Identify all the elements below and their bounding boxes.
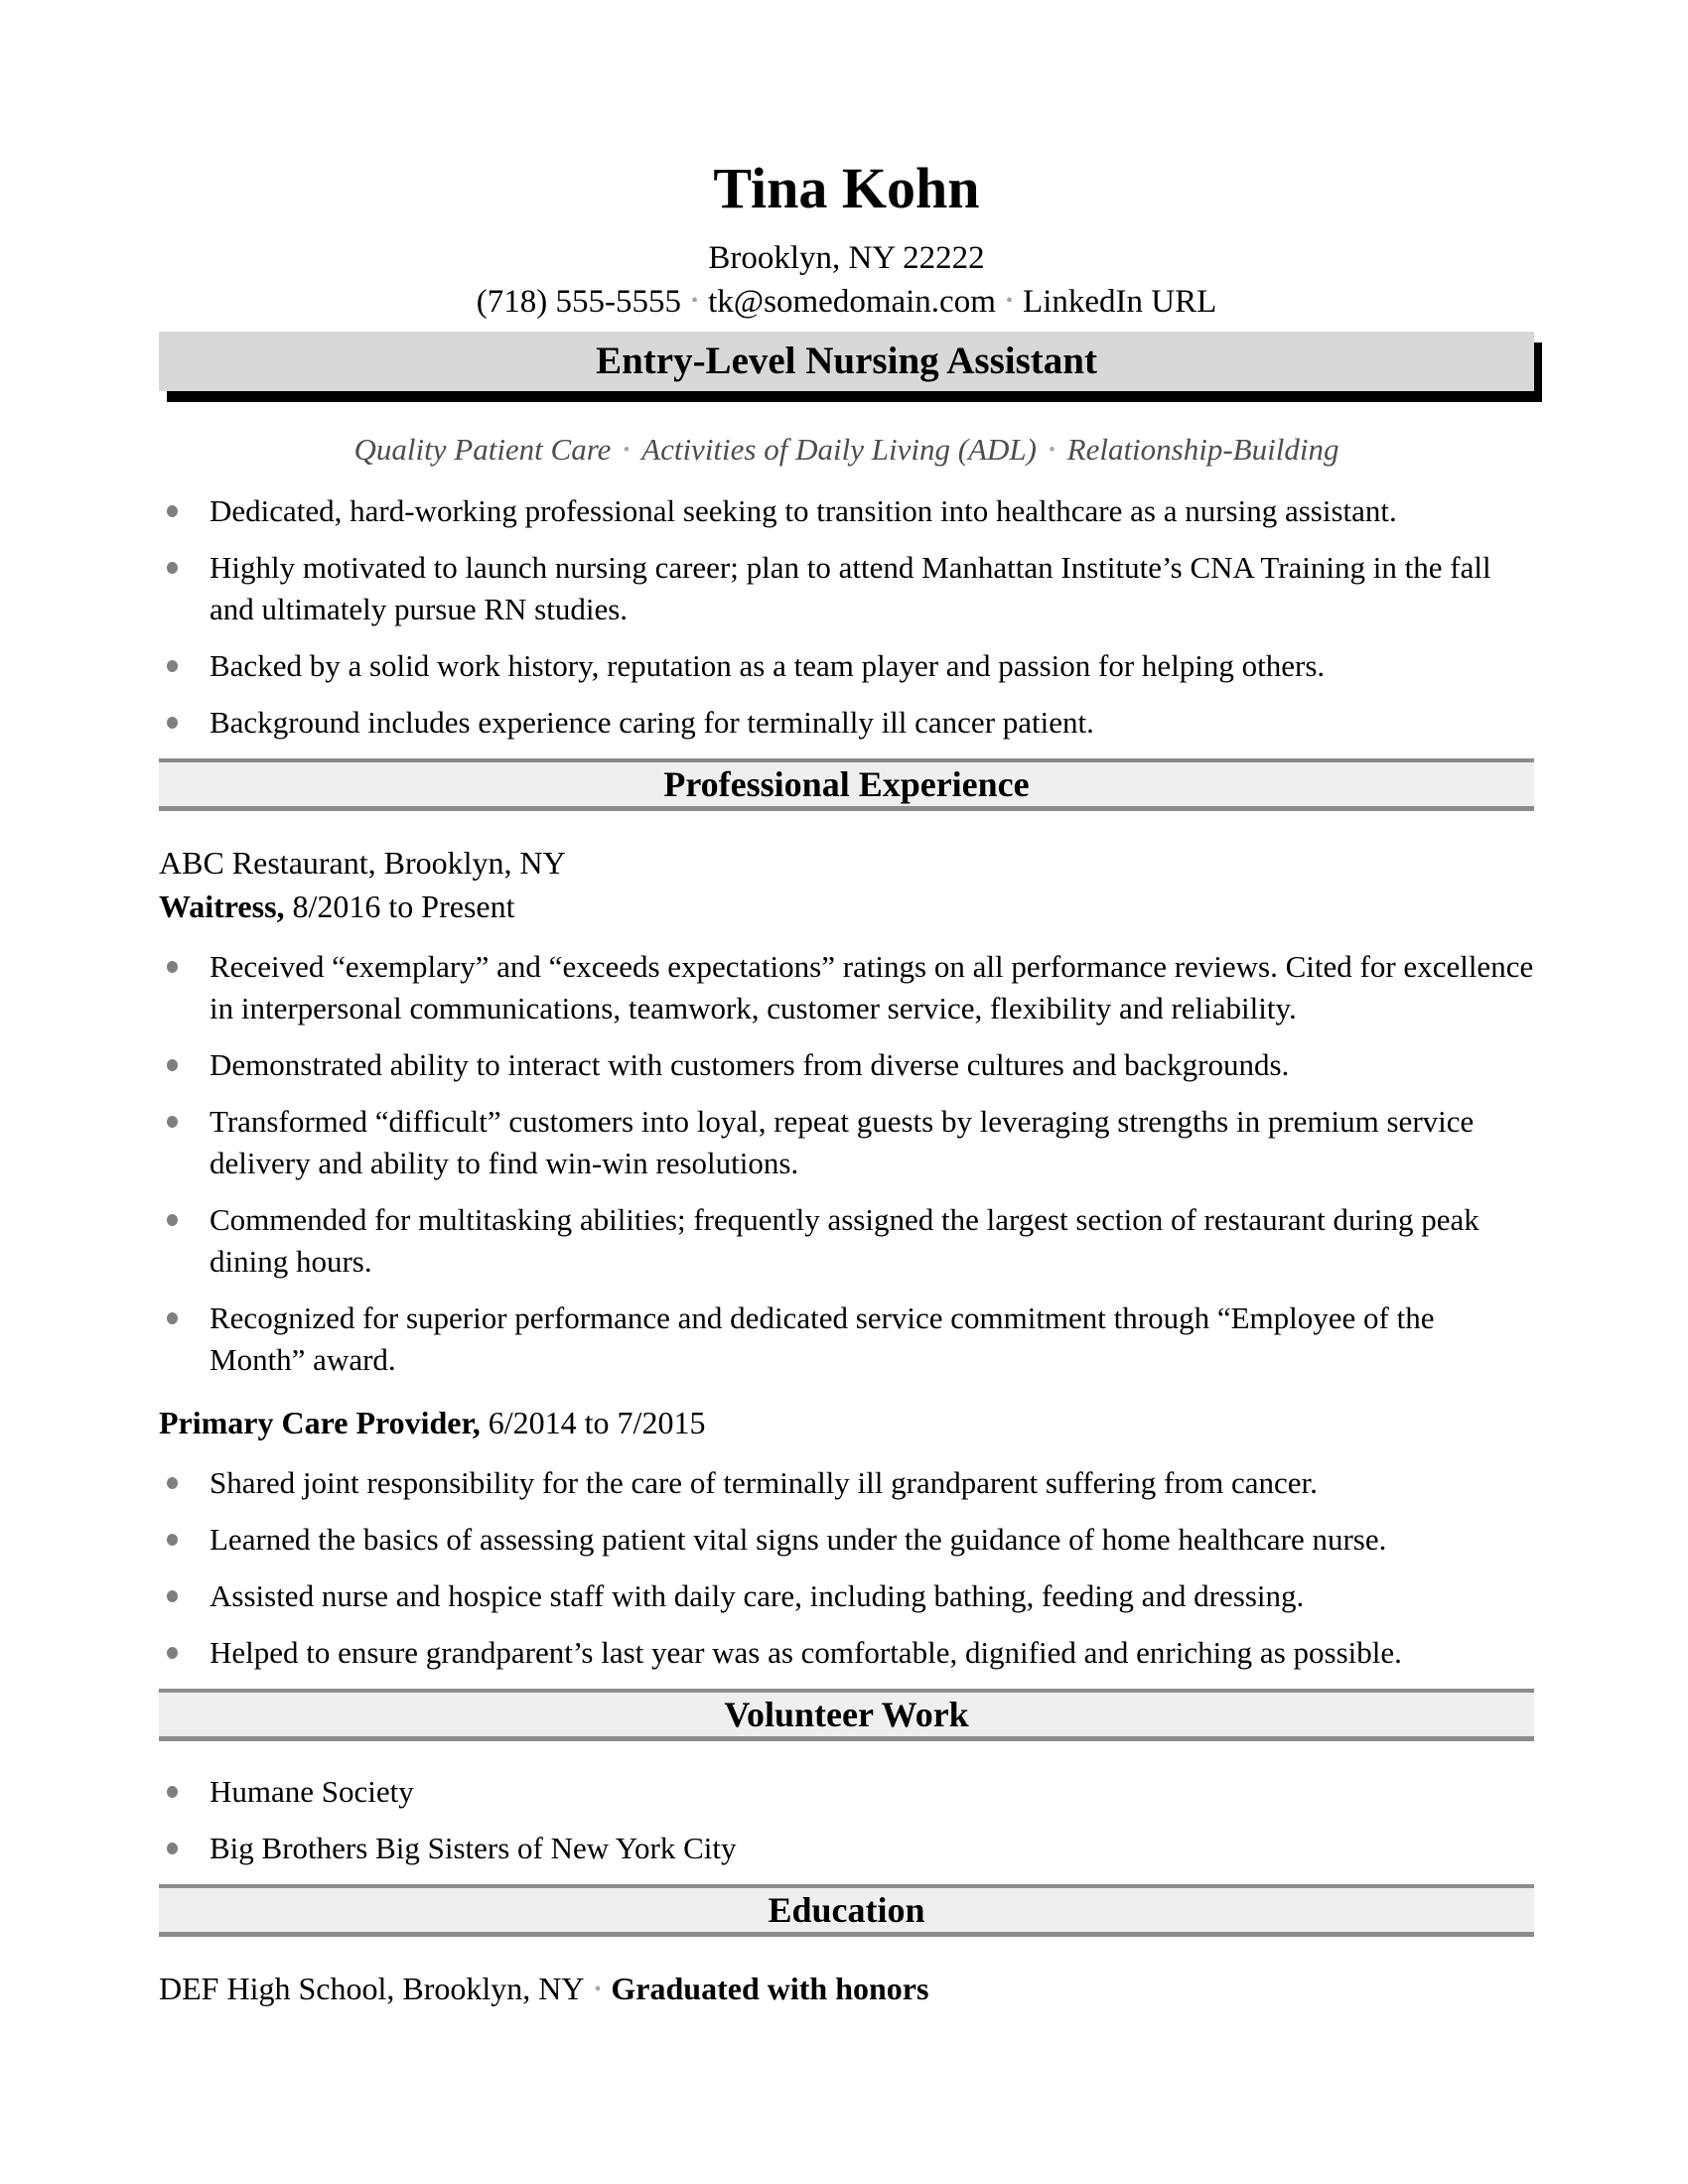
linkedin-link[interactable]: LinkedIn URL	[1023, 284, 1217, 320]
phone-number: (718) 555-5555	[476, 284, 681, 320]
separator-dot-icon: •	[594, 1979, 602, 2000]
summary-bullet: Backed by a solid work history, reputation as a team player and passion for helping others.	[210, 645, 1534, 687]
location-text: Brooklyn, NY 22222	[708, 240, 985, 276]
company-name: ABC Restaurant, Brooklyn, NY	[159, 845, 566, 881]
summary-bullet: Background includes experience caring for terminally ill cancer patient.	[210, 702, 1534, 744]
volunteer-list	[159, 1771, 1534, 1869]
job-bullet: Demonstrated ability to interact with customers from diverse cultures and backgrounds.	[210, 1044, 1534, 1086]
job-title: Entry-Level Nursing Assistant	[596, 340, 1097, 382]
section-heading-education	[159, 1884, 1534, 1937]
separator-dot-icon: •	[690, 290, 699, 312]
email-link[interactable]: tk@somedomain.com	[708, 284, 996, 320]
role-title: Waitress,	[159, 888, 285, 924]
job-title-banner	[159, 332, 1534, 391]
location-line	[159, 236, 1534, 280]
education-line	[159, 1967, 1534, 2015]
separator-dot-icon: •	[1005, 290, 1014, 312]
section-heading-volunteer	[159, 1689, 1534, 1741]
job-bullet-list	[159, 946, 1534, 1381]
education-honors: Graduated with honors	[611, 1971, 929, 2006]
section-heading-experience	[159, 758, 1534, 811]
skills-tagline	[159, 428, 1534, 477]
job-bullet: Shared joint responsibility for the care of terminally ill grandparent suffering from cancer.	[210, 1462, 1534, 1504]
section-title: Volunteer Work	[724, 1695, 969, 1734]
section-title: Professional Experience	[663, 764, 1030, 804]
tagline-item: Quality Patient Care	[353, 432, 612, 467]
job-bullet: Learned the basics of assessing patient vital signs under the guidance of home healthcare nurse.	[210, 1519, 1534, 1561]
summary-list	[159, 490, 1534, 744]
school-name: DEF High School, Brooklyn, NY	[159, 1971, 585, 2006]
separator-dot-icon: •	[623, 440, 631, 461]
role-dates: 8/2016 to Present	[292, 888, 515, 924]
separator-dot-icon: •	[1048, 440, 1055, 461]
job-bullet: Recognized for superior performance and dedicated service commitment through “Employee of the Month” award.	[210, 1297, 1534, 1381]
job-bullet: Transformed “difficult” customers into loyal, repeat guests by leveraging strengths in premium service delivery and ability to find win-win resolutions.	[210, 1101, 1534, 1184]
role-line	[159, 885, 1534, 928]
job-bullet: Helped to ensure grandparent’s last year was as comfortable, dignified and enriching as possible.	[210, 1632, 1534, 1674]
job-bullet: Received “exemplary” and “exceeds expectations” ratings on all performance reviews. Cited for excellence in interpersonal communications, teamwork, customer service, flexibility and reliability.	[210, 946, 1534, 1029]
role-title: Primary Care Provider,	[159, 1405, 481, 1440]
volunteer-bullet: Big Brothers Big Sisters of New York City	[210, 1828, 1534, 1869]
job-bullet: Assisted nurse and hospice staff with daily care, including bathing, feeding and dressing.	[210, 1575, 1534, 1617]
contact-line	[159, 280, 1534, 328]
company-line	[159, 841, 1534, 885]
role-line	[159, 1401, 1534, 1444]
job-bullet: Commended for multitasking abilities; frequently assigned the largest section of restaurant during peak dining hours.	[210, 1199, 1534, 1283]
summary-bullet: Highly motivated to launch nursing career; plan to attend Manhattan Institute’s CNA Training in the fall and ultimately pursue RN studies.	[210, 547, 1534, 630]
resume-header	[159, 157, 1534, 328]
section-title: Education	[768, 1890, 925, 1930]
summary-bullet: Dedicated, hard-working professional seeking to transition into healthcare as a nursing assistant.	[210, 490, 1534, 532]
candidate-name: Tina Kohn	[713, 156, 980, 220]
job-bullet-list	[159, 1462, 1534, 1674]
tagline-item: Activities of Daily Living (ADL)	[641, 432, 1037, 467]
tagline-item: Relationship-Building	[1066, 432, 1339, 467]
volunteer-bullet: Humane Society	[210, 1771, 1534, 1813]
role-dates: 6/2014 to 7/2015	[488, 1405, 706, 1440]
